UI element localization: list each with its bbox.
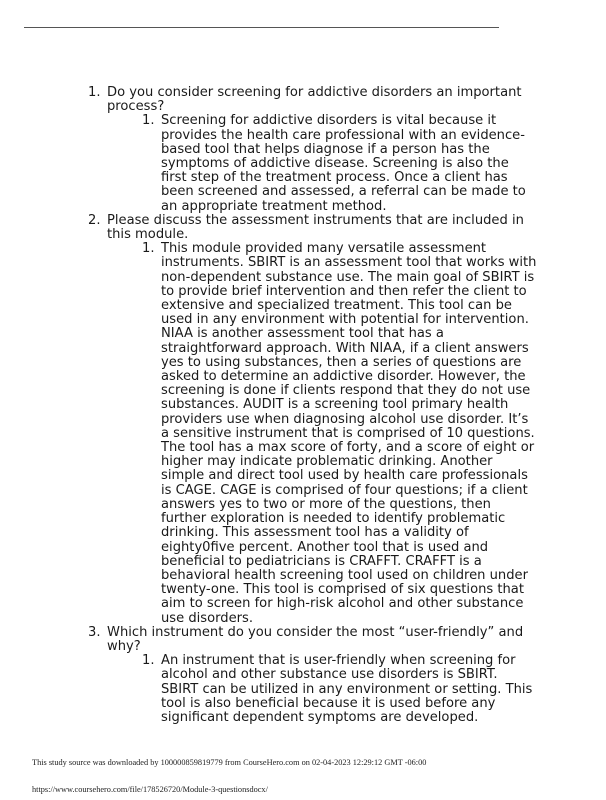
answer-item (142, 242, 538, 625)
answer-text: An instrument that is user-friendly when screening for alcohol and other substance use disorders is SBIRT. SBIRT can be utilized in any environment or setting. This tool is also beneficial because it is used before any significant dependent symptoms are developed. (161, 653, 533, 725)
answer-item (142, 654, 538, 725)
answer-number: 1. (142, 241, 155, 257)
source-url[interactable]: https://www.coursehero.com/file/178526720/Module-3-questionsdocx/ (32, 785, 268, 794)
question-text: Please discuss the assessment instruments that are included in this module. (107, 212, 524, 243)
download-notice: This study source was downloaded by 100000859819779 from CourseHero.com on 02-04-2023 12:29:12 GMT -06:00 (32, 758, 427, 767)
answer-item (142, 114, 538, 213)
answer-text: Screening for addictive disorders is vital because it provides the health care professional with an evidence-based tool that helps diagnose if a person has the symptoms of addictive disease. Screening is also the first step of the treatment process. Once a client has been screened and assessed, a referral can be made to an appropriate treatment method. (161, 113, 526, 214)
question-text: Do you consider screening for addictive disorders an important process? (107, 85, 522, 115)
answer-number: 1. (142, 653, 155, 669)
answer-list (142, 242, 538, 625)
answer-number: 1. (142, 113, 155, 129)
question-list (88, 86, 538, 725)
question-number: 1. (88, 85, 101, 100)
header-divider (24, 27, 499, 28)
document-body (88, 86, 538, 725)
answer-list (142, 114, 538, 213)
question-number: 3. (88, 624, 101, 640)
question-item (88, 626, 538, 725)
question-number: 2. (88, 212, 101, 228)
answer-text: This module provided many versatile assessment instruments. SBIRT is an assessment tool that works with non-dependent substance use. The main goal of SBIRT is to provide brief intervention and then refer the client to extensive and specialized treatment. This tool can be used in any environment with potential for intervention. NIAA is another assessment tool that has a straightforward approach. With NIAA, if a client answers yes to using substances, then a series of questions are asked to determine an addictive disorder. However, the screening is done if clients respond that they do not use substances. AUDIT is a screening tool primary health providers use when diagnosing alcohol use disorder. It’s a sensitive instrument that is comprised of 10 questions. The tool has a max score of forty, and a score of eight or higher may indicate problematic drinking. Another simple and direct tool used by health care professionals is CAGE. CAGE is comprised of four questions; if a client answers yes to two or more of the questions, then further exploration is needed to identify problematic drinking. This assessment tool has a validity of eighty0five percent. Another tool that is used and beneficial to pediatricians is CRAFFT. CRAFFT is a behavioral health screening tool used on children under twenty-one. This tool is comprised of six questions that aim to screen for high-risk alcohol and other substance use disorders. (161, 241, 537, 626)
question-item (88, 86, 538, 214)
question-text: Which instrument do you consider the most “user-friendly” and why? (107, 624, 524, 654)
question-item (88, 214, 538, 626)
answer-list (142, 654, 538, 725)
